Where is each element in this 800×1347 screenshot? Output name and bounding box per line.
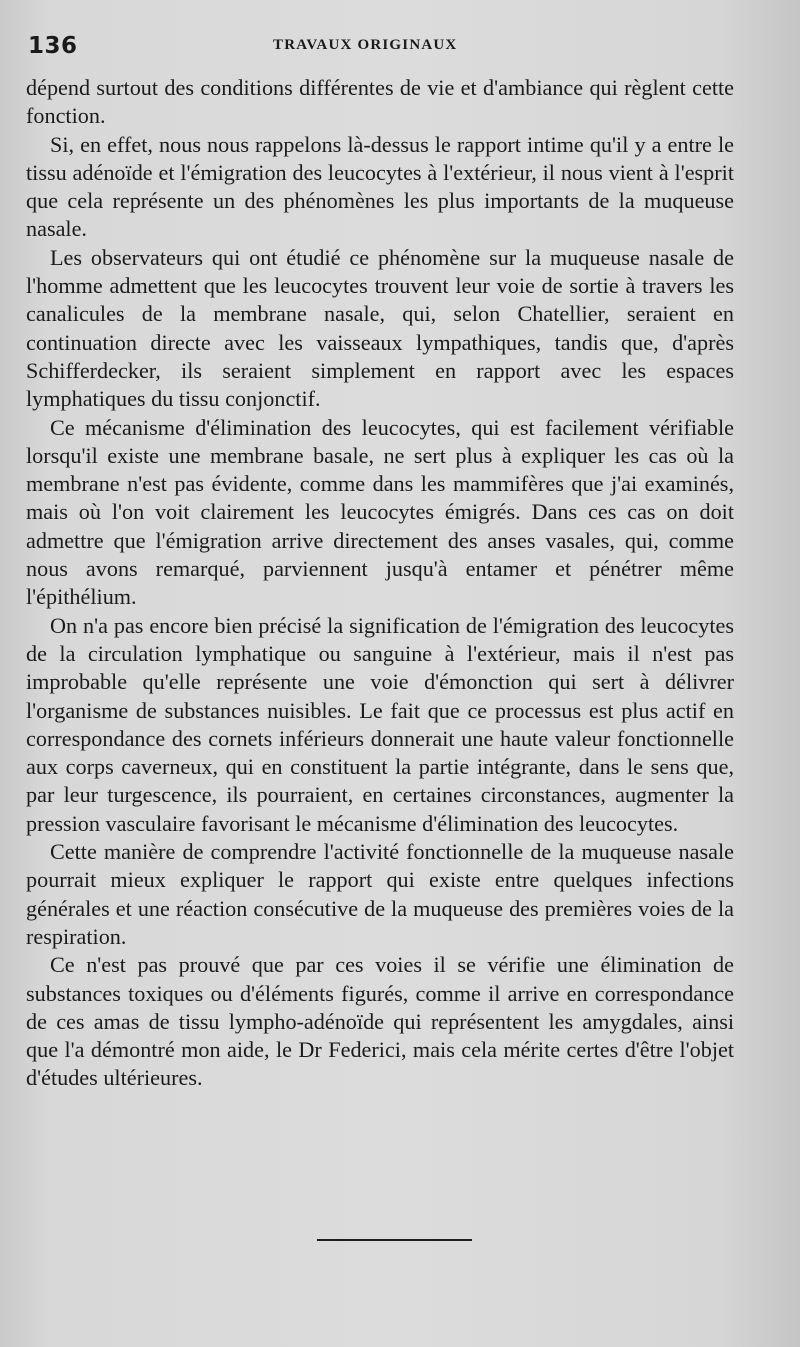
paragraph-3: Les observateurs qui ont étudié ce phénomène sur la muqueuse nasale de l'homme admettent que les leucocytes trouvent leur voie de sortie à travers les canalicules de la membrane nasale, qui, selon Chatellier, seraient en continuation directe avec les vaisseaux lympathiques, tandis que, d'après Schifferdecker, ils seraient simplement en rapport avec les espaces lymphatiques du tissu conjonctif. [26,244,734,412]
running-head: TRAVAUX ORIGINAUX [273,37,458,53]
end-rule [317,1239,472,1241]
paragraph-5: On n'a pas encore bien précisé la signification de l'émigration des leucocytes de la circulation lymphatique ou sanguine à l'extérieur, mais il n'est pas improbable qu'elle représente une voie d'émonction qui sert à délivrer l'organisme de substances nuisibles. Le fait que ce processus est plus actif en correspondance des cornets inférieurs donnerait une haute valeur fonctionnelle aux corps caverneux, qui en constituent la partie intégrante, dans le sens que, par leur turgescence, ils pourraient, en certaines circonstances, augmenter la pression vasculaire favorisant le mécanisme d'élimination des leucocytes. [26,612,734,836]
page-number: 136 [28,33,78,59]
paragraph-6: Cette manière de comprendre l'activité fonctionnelle de la muqueuse nasale pourrait mieux expliquer le rapport qui existe entre quelques infections générales et une réaction consécutive de la muqueuse des premières voies de la respiration. [26,839,734,949]
paragraph-4: Ce mécanisme d'élimination des leucocytes, qui est facilement vérifiable lorsqu'il existe une membrane basale, ne sert plus à expliquer les cas où la membrane n'est pas évidente, comme dans les mammifères que j'ai examinés, mais où l'on voit clairement les leucocytes émigrés. Dans ces cas on doit admettre que l'émigration arrive directement des anses vasales, qui, comme nous avons remarqué, parviennent jusqu'à entamer et pénétrer même l'épithélium. [26,414,734,610]
paragraph-2: Si, en effet, nous nous rappelons là-dessus le rapport intime qu'il y a entre le tissu adénoïde et l'émigration des leucocytes à l'extérieur, il nous vient à l'esprit que cela représente un des phénomènes les plus importants de la muqueuse nasale. [26,131,734,242]
body-text [26,74,734,1093]
paragraph-7: Ce n'est pas prouvé que par ces voies il se vérifie une élimination de substances toxiques ou d'éléments figurés, comme il arrive en correspondance de ces amas de tissu lympho-adénoïde qui représentent les amygdales, ainsi que l'a démontré mon aide, le Dr Federici, mais cela mérite certes d'être l'objet d'études ultérieures. [26,952,734,1091]
paragraph-1: dépend surtout des conditions différentes de vie et d'ambiance qui règlent cette fonction. [26,75,734,129]
page-header [28,33,740,63]
